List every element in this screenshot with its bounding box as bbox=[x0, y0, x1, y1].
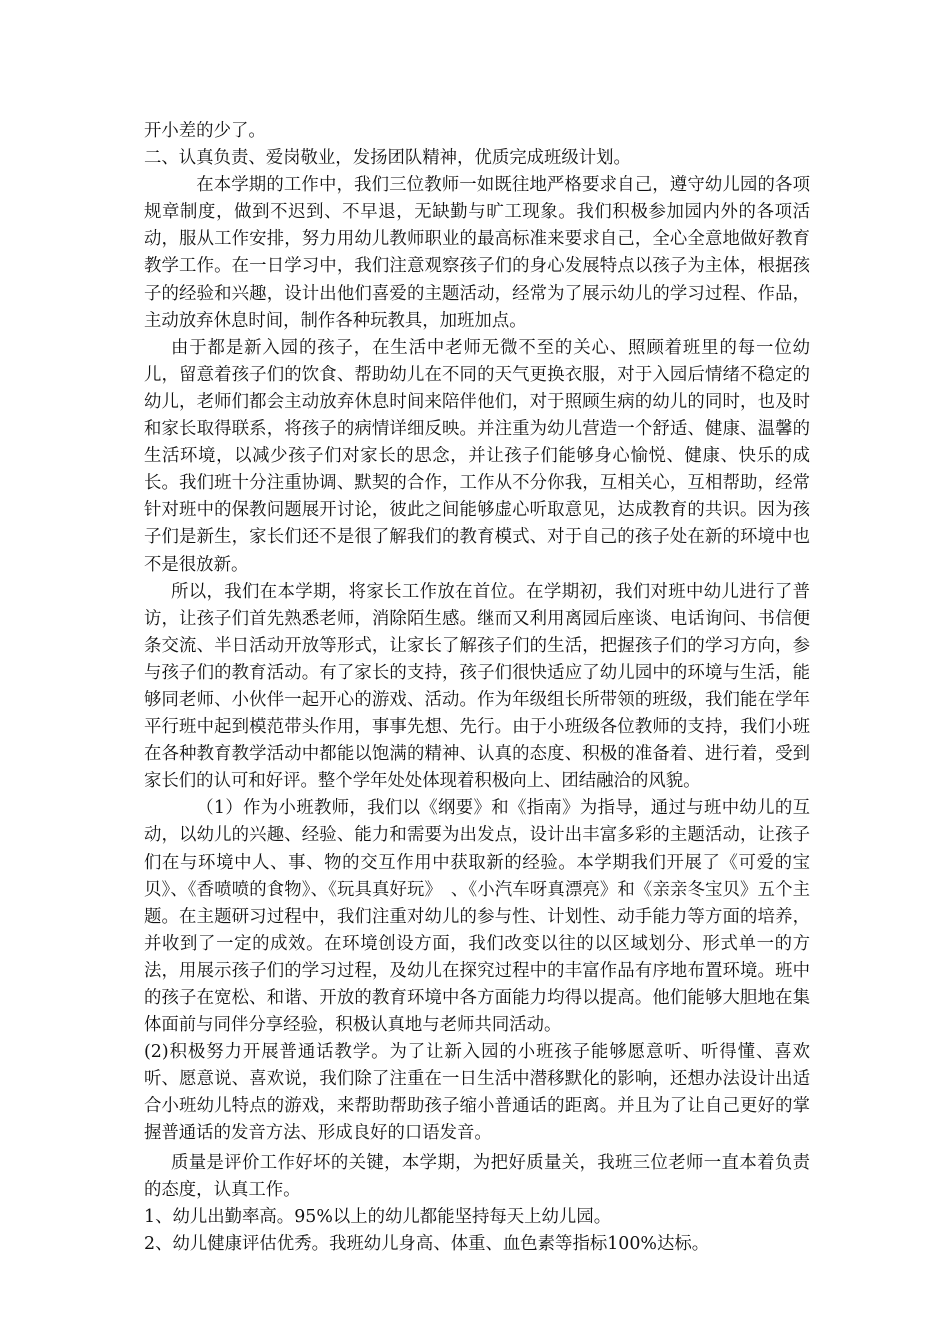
paragraph-child-care: 由于都是新入园的孩子，在生活中老师无微不至的关心、照顾着班里的每一位幼儿，留意着孩子们的饮食、帮助幼儿在不同的天气更换衣服，对于入园后情绪不稳定的幼儿，老师们都会主动放弃休息时间来陪伴他们，对于照顾生病的幼儿的同时，也及时和家长取得联系，将孩子的病情详细反映。并注重为幼儿营造一个舒适、健康、温馨的生活环境，以减少孩子们对家长的思念，并让孩子们能够身心愉悦、健康、快乐的成长。我们班十分注重协调、默契的合作，工作从不分你我，互相关心，互相帮助，经常针对班中的保教问题展开讨论，彼此之间能够虚心听取意见，达成教育的共识。因为孩子们是新生，家长们还不是很了解我们的教育模式、对于自己的孩子处在新的环境中也不是很放新。 bbox=[144, 337, 810, 575]
paragraph-item-2-mandarin: (2)积极努力开展普通话教学。为了让新入园的小班孩子能够愿意听、听得懂、喜欢听、愿意说、喜欢说，我们除了注重在一日生活中潜移默化的影响，还想办法设计出适合小班幼儿特点的游戏，来帮助帮助孩子缩小普通话的距离。并且为了让自己更好的掌握普通话的发音方法、形成良好的口语发音。 bbox=[144, 1042, 810, 1144]
paragraph-teacher-discipline: 在本学期的工作中，我们三位教师一如既往地严格要求自己，遵守幼儿园的各项规章制度，做到不迟到、不早退，无缺勤与旷工现象。我们积极参加园内外的各项活动，服从工作安排，努力用幼儿教师职业的最高标准来要求自己，全心全意地做好教育教学工作。在一日学习中，我们注意观察孩子们的身心发展特点以孩子为主体，根据孩子的经验和兴趣，设计出他们喜爱的主题活动，经常为了展示幼儿的学习过程、作品，主动放弃休息时间，制作各种玩教具，加班加点。 bbox=[144, 175, 810, 331]
paragraph-quality: 质量是评价工作好坏的关键，本学期，为把好质量关，我班三位老师一直本着负责的态度，认真工作。 bbox=[144, 1152, 810, 1200]
list-item-attendance: 1、幼儿出勤率高。95%以上的幼儿都能坚持每天上幼儿园。 bbox=[144, 1206, 612, 1227]
list-item-health: 2、幼儿健康评估优秀。我班幼儿身高、体重、血色素等指标100%达标。 bbox=[144, 1233, 710, 1254]
section-heading-two: 二、认真负责、爱岗敬业，发扬团队精神，优质完成班级计划。 bbox=[144, 148, 631, 169]
document-body bbox=[144, 118, 810, 1258]
paragraph-item-1-themes: （1）作为小班教师，我们以《纲要》和《指南》为指导，通过与班中幼儿的互动，以幼儿的兴趣、经验、能力和需要为出发点，设计出丰富多彩的主题活动，让孩子们在与环境中人、事、物的交互作用中获取新的经验。本学期我们开展了《可爱的宝贝》、《香喷喷的食物》、《玩具真好玩》 、《小汽车呀真漂亮》和《亲亲冬宝贝》五个主题。在主题研习过程中，我们注重对幼儿的参与性、计划性、动手能力等方面的培养，并收到了一定的成效。在环境创设方面，我们改变以往的以区域划分、形式单一的方法，用展示孩子们的学习过程，及幼儿在探究过程中的丰富作品有序地布置环境。班中的孩子在宽松、和谐、开放的教育环境中各方面能力均得以提高。他们能够大胆地在集体面前与同伴分享经验，积极认真地与老师共同活动。 bbox=[144, 798, 810, 1036]
paragraph-parent-work: 所以，我们在本学期，将家长工作放在首位。在学期初，我们对班中幼儿进行了普访，让孩子们首先熟悉老师，消除陌生感。继而又利用离园后座谈、电话询问、书信便条交流、半日活动开放等形式，让家长了解孩子们的生活，把握孩子们的学习方向，参与孩子们的教育活动。有了家长的支持，孩子们很快适应了幼儿园中的环境与生活，能够同老师、小伙伴一起开心的游戏、活动。作为年级组长所带领的班级，我们能在学年平行班中起到模范带头作用，事事先想、先行。由于小班级各位教师的支持，我们小班在各种教育教学活动中都能以饱满的精神、认真的态度、积极的准备着、进行着，受到家长们的认可和好评。整个学年处处体现着积极向上、团结融洽的风貌。 bbox=[144, 581, 810, 792]
paragraph-closing-line: 开小差的少了。 bbox=[144, 121, 266, 141]
